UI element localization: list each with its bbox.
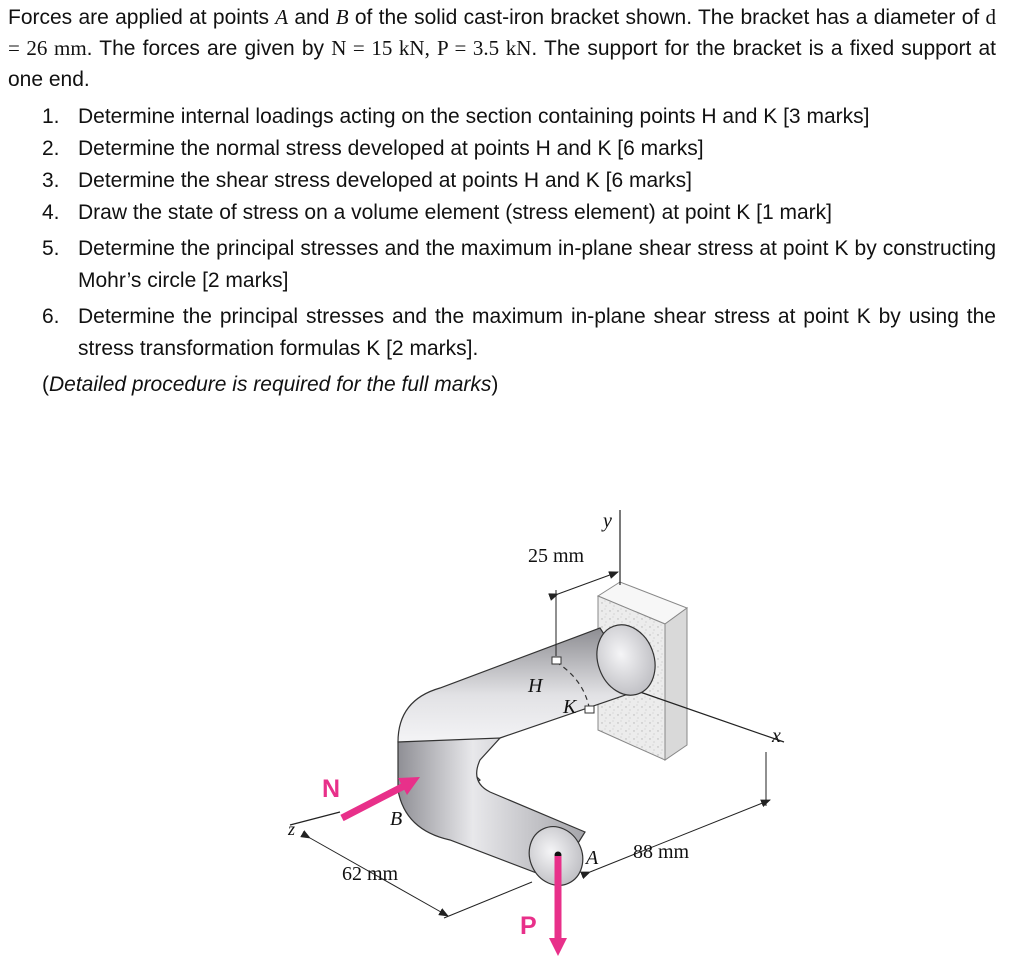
point-a-ref: A: [275, 5, 289, 29]
label-point-a: A: [586, 847, 599, 869]
task-number: 4.: [42, 201, 60, 224]
label-point-b: B: [390, 808, 403, 830]
force-p-expression: P = 3.5 kN: [437, 36, 532, 60]
z-axis: [290, 812, 340, 825]
label-88mm: 88 mm: [633, 841, 690, 863]
point-b-ref: B: [335, 5, 349, 29]
bracket: [398, 617, 665, 895]
task-number: 5.: [42, 237, 60, 260]
note-text: Detailed procedure is required for the full marks: [49, 373, 492, 396]
label-force-p: P: [520, 912, 537, 940]
point-k-marker: [585, 706, 594, 713]
task-text: Determine the shear stress developed at points H and K [6 marks]: [78, 169, 692, 192]
label-force-n: N: [322, 775, 341, 803]
intro-text-5: . The support for the bracket is a fixed support at one end.: [8, 37, 997, 91]
diameter-expression: d = 26 mm: [8, 5, 996, 60]
label-axis-y: y: [603, 510, 612, 532]
label-axis-z: z: [288, 819, 296, 839]
task-text: Determine the normal stress developed at points H and K [6 marks]: [78, 137, 704, 160]
label-25mm: 25 mm: [528, 545, 585, 567]
intro-text-4: . The forces are given by: [86, 37, 332, 60]
intro-text-3: of the solid cast-iron bracket shown. The bracket has a diameter of: [348, 6, 986, 29]
task-text: Determine internal loadings acting on the section containing points H and K [3 marks]: [78, 105, 870, 128]
force-n-expression: N = 15 kN,: [331, 36, 430, 60]
intro-text-2: and: [288, 6, 336, 29]
label-point-h: H: [528, 675, 543, 697]
label-point-k: K: [563, 696, 577, 718]
point-h-marker: [552, 657, 561, 664]
task-text: Determine the principal stresses and the maximum in-plane shear stress at point K by using the stress transformation formulas K [2 marks].: [78, 305, 996, 360]
note-paren-close: ): [491, 373, 499, 396]
note-paren-open: (: [42, 373, 49, 396]
task-text: Draw the state of stress on a volume element (stress element) at point K [1 mark]: [78, 201, 832, 224]
task-text: Determine the principal stresses and the maximum in-plane shear stress at point K by constructing Mohr’s circle [2 marks]: [78, 237, 996, 292]
intro-text-1: Forces are applied at points: [8, 6, 276, 29]
task-number: 6.: [42, 305, 60, 328]
task-number: 2.: [42, 137, 60, 160]
label-62mm: 62 mm: [342, 863, 399, 885]
task-number: 3.: [42, 169, 60, 192]
label-axis-x: x: [772, 725, 781, 747]
task-number: 1.: [42, 105, 60, 128]
